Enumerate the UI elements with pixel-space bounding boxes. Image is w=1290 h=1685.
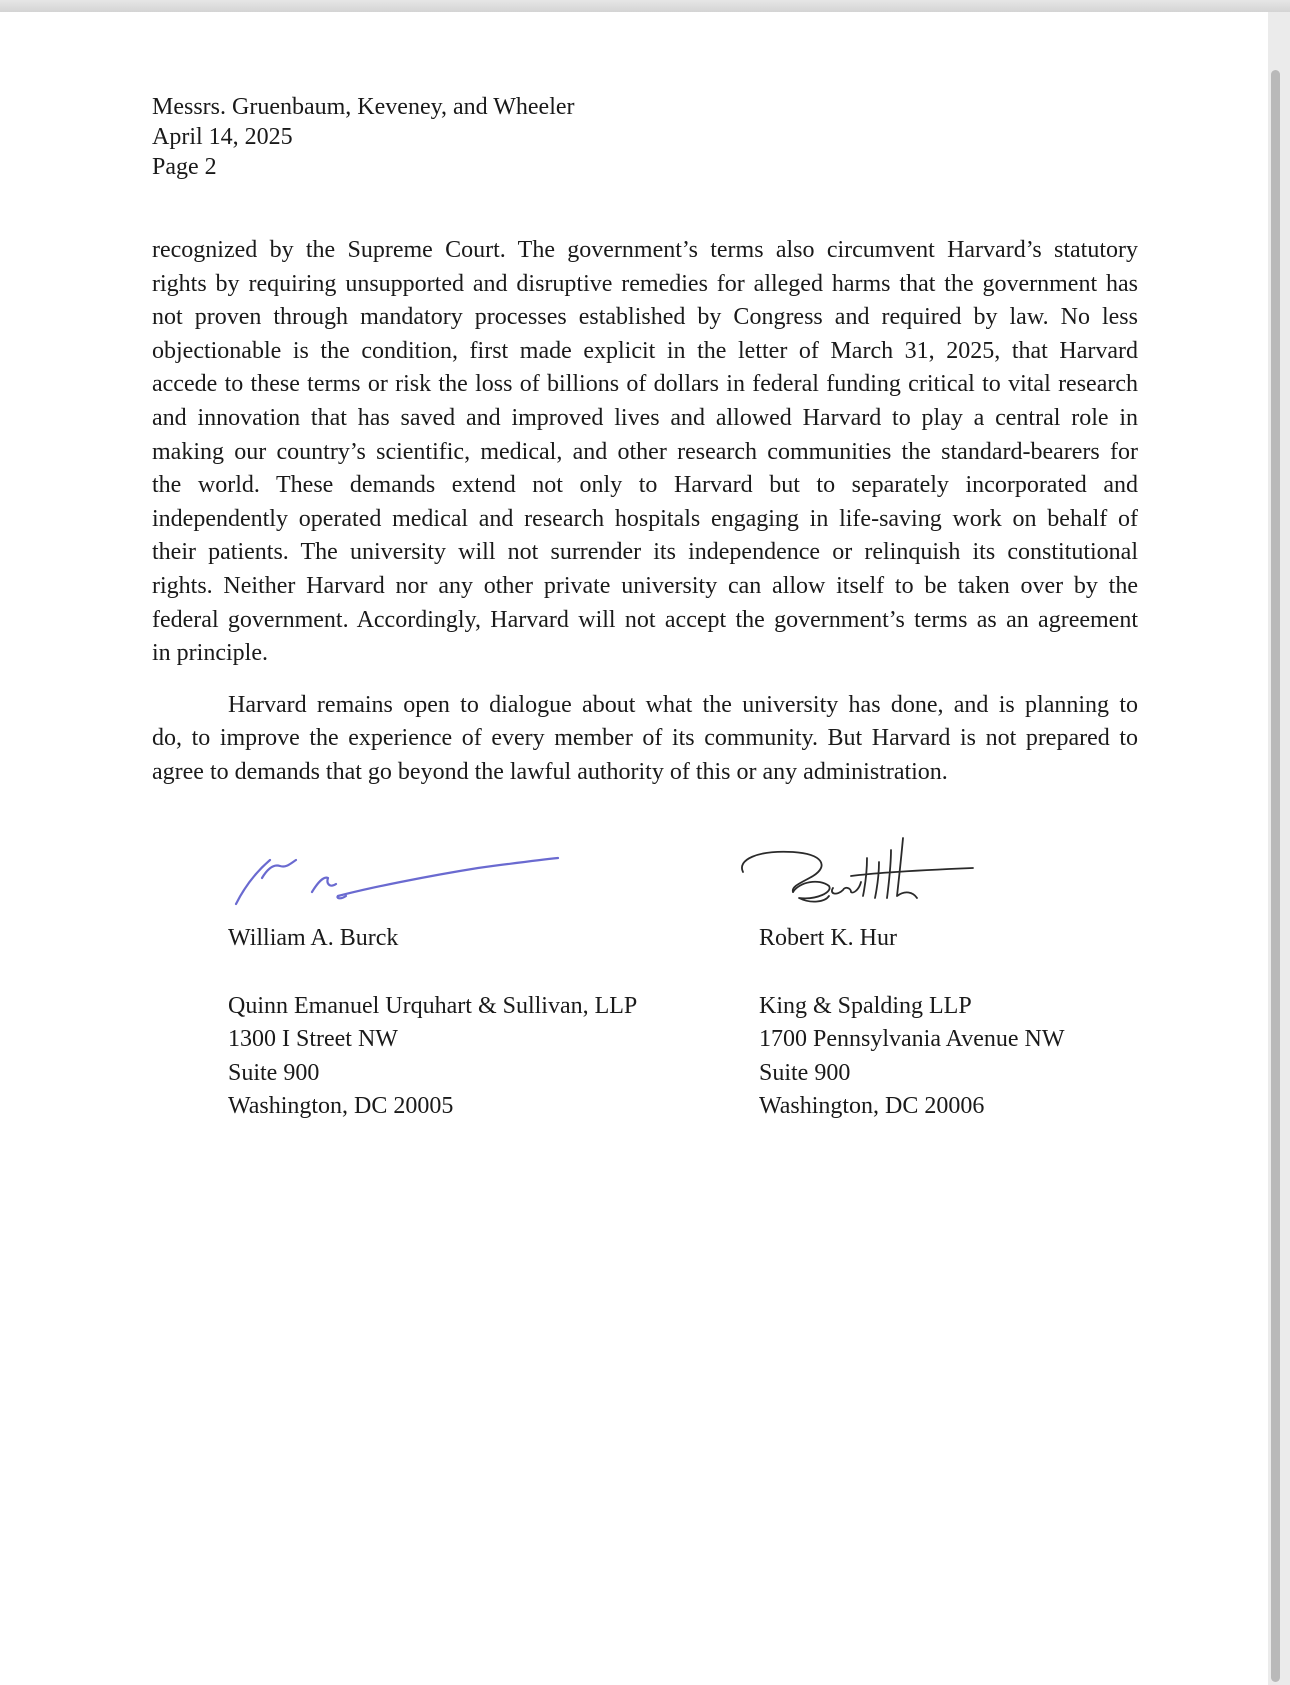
address-line: Suite 900 bbox=[228, 1059, 320, 1086]
address-line: Washington, DC 20005 bbox=[228, 1093, 454, 1120]
letter-date: April 14, 2025 bbox=[152, 124, 293, 150]
signature-ink bbox=[236, 858, 558, 904]
address-line: Suite 900 bbox=[759, 1059, 851, 1086]
scrollbar-thumb[interactable] bbox=[1271, 70, 1280, 1682]
page-number: Page 2 bbox=[152, 154, 217, 180]
text-line: do, to improve the experience of every member of its community. But Harvard is not prepared to bbox=[152, 725, 1138, 752]
text-line: in principle. bbox=[152, 640, 268, 667]
text-line: rights by requiring unsupported and disruptive remedies for alleged harms that the government has bbox=[152, 270, 1138, 297]
paragraph-2 bbox=[152, 689, 1138, 790]
text-line: objectionable is the condition, first made explicit in the letter of March 31, 2025, that Harvard bbox=[152, 337, 1138, 364]
signature-block-left bbox=[228, 922, 637, 1124]
signer-name: William A. Burck bbox=[228, 925, 399, 951]
paragraph-1 bbox=[152, 234, 1138, 671]
signature-hur bbox=[733, 836, 1023, 920]
text-line: accede to these terms or risk the loss of billions of dollars in federal funding critical to vital research bbox=[152, 371, 1138, 398]
text-line: federal government. Accordingly, Harvard will not accept the government’s terms as an agreement bbox=[152, 606, 1138, 633]
top-bar bbox=[0, 0, 1290, 12]
text-line: making our country’s scientific, medical, and other research communities the standard-bearers for bbox=[152, 438, 1138, 465]
text-line: not proven through mandatory processes established by Congress and required by law. No less bbox=[152, 304, 1138, 331]
text-line: recognized by the Supreme Court. The government’s terms also circumvent Harvard’s statutory bbox=[152, 237, 1138, 263]
address-line: Washington, DC 20006 bbox=[759, 1093, 985, 1120]
text-line: the world. These demands extend not only to Harvard but to separately incorporated and bbox=[152, 472, 1138, 499]
text-line: independently operated medical and research hospitals engaging in life-saving work on behalf of bbox=[152, 505, 1138, 532]
signer-name: Robert K. Hur bbox=[759, 925, 897, 951]
firm-name: Quinn Emanuel Urquhart & Sullivan, LLP bbox=[228, 992, 638, 1019]
addressees: Messrs. Gruenbaum, Keveney, and Wheeler bbox=[152, 94, 575, 120]
text-line: and innovation that has saved and improved lives and allowed Harvard to play a central role in bbox=[152, 404, 1138, 431]
text-line: rights. Neither Harvard nor any other private university can allow itself to be taken over by the bbox=[152, 572, 1138, 599]
signature-block-right bbox=[759, 922, 1065, 1124]
letter-header bbox=[152, 92, 575, 182]
text-line: Harvard remains open to dialogue about what the university has done, and is planning to bbox=[228, 691, 1138, 718]
address-line: 1300 I Street NW bbox=[228, 1026, 398, 1053]
letter-body bbox=[152, 234, 1138, 790]
signature-burck bbox=[228, 838, 568, 910]
signature-ink bbox=[742, 838, 973, 902]
text-line: agree to demands that go beyond the lawful authority of this or any administration. bbox=[152, 758, 948, 785]
text-line: their patients. The university will not surrender its independence or relinquish its constitutional bbox=[152, 539, 1138, 566]
address-line: 1700 Pennsylvania Avenue NW bbox=[759, 1026, 1065, 1053]
firm-name: King & Spalding LLP bbox=[759, 992, 972, 1019]
